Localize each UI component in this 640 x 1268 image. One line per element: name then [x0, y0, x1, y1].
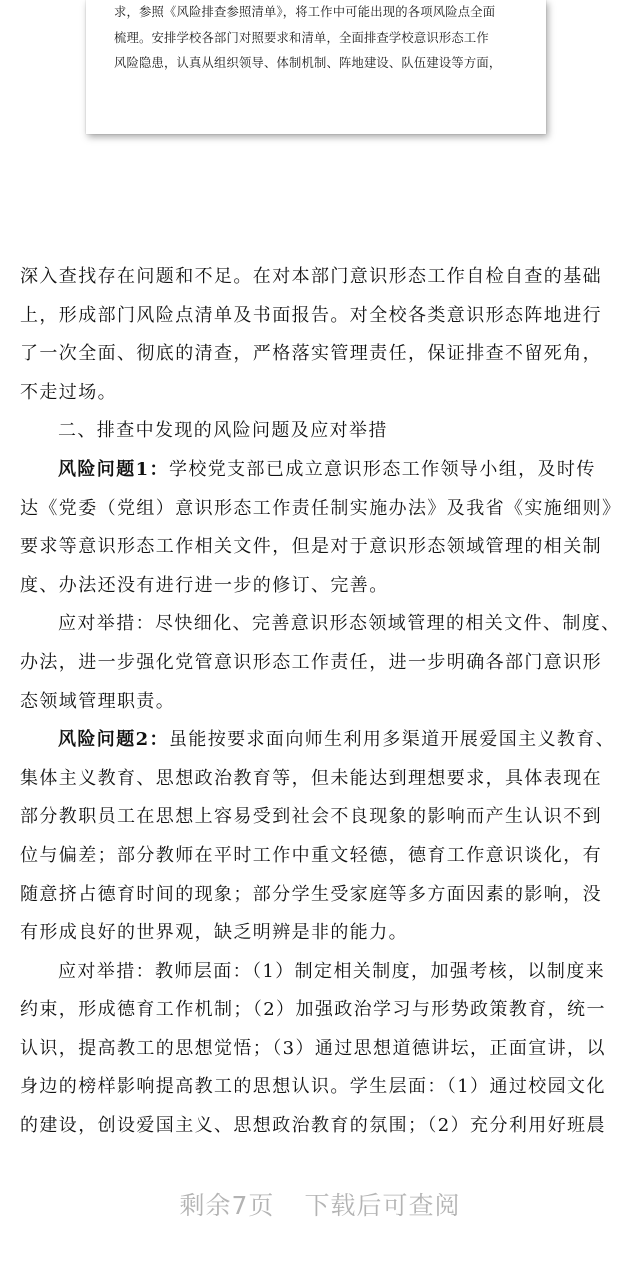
body-line	[20, 374, 620, 413]
body-line-text: 虽能按要求面向师生利用多渠道开展爱国主义教育、	[168, 729, 616, 751]
download-to-view-label: 下载后可查阅	[304, 1191, 461, 1220]
body-line-text: 了一次全面、彻底的清查，严格落实管理责任，保证排查不留死角，	[20, 343, 602, 365]
body-line	[20, 837, 620, 876]
body-line	[20, 914, 620, 953]
body-line-text: 要求等意识形态工作相关文件，但是对于意识形态领域管理的相关制	[20, 536, 602, 558]
preview-line: 求，参照《风险排查参照清单》，将工作中可能出现的各项风险点全面	[114, 5, 496, 19]
body-line-text: 的建设，创设爱国主义、思想政治教育的氛围；（2）充分利用好班晨	[20, 1115, 606, 1137]
body-line-text: 应对举措：尽快细化、完善意识形态领域管理的相关文件、制度、	[58, 613, 621, 635]
body-line	[20, 1030, 620, 1069]
body-line	[20, 1107, 620, 1146]
body-line-text: 部分教职员工在思想上容易受到社会不良现象的影响而产生认识不到	[20, 806, 602, 828]
body-line	[20, 335, 620, 374]
body-line-text: 达《党委（党组）意识形态工作责任制实施办法》及我省《实施细则》	[20, 497, 622, 519]
body-line	[20, 760, 620, 799]
preview-page-card	[86, 0, 550, 140]
body-line-text: 位与偏差；部分教师在平时工作中重文轻德，德育工作意识谈化，有	[20, 844, 602, 866]
body-line-text: 态领域管理职责。	[20, 690, 176, 712]
body-line	[20, 644, 620, 683]
preview-page	[86, 0, 546, 134]
remaining-pages-label: 剩余7页	[179, 1191, 275, 1220]
preview-line: 风险隐患，认真从组织领导、体制机制、阵地建设、队伍建设等方面，	[114, 56, 502, 70]
body-line	[20, 991, 620, 1030]
body-line	[20, 567, 620, 606]
document-body	[20, 258, 620, 1146]
body-line	[20, 1068, 620, 1107]
body-line	[20, 490, 620, 529]
body-line-text: 深入查找存在问题和不足。在对本部门意识形态工作自检自查的基础	[20, 266, 602, 287]
risk-heading: 风险问题2：	[58, 729, 169, 751]
body-line-text: 身边的榜样影响提高教工的思想认识。学生层面：（1）通过校园文化	[20, 1076, 606, 1098]
body-line-text: 不走过场。	[20, 381, 117, 403]
body-line-text: 二、排查中发现的风险问题及应对举措	[58, 420, 388, 442]
body-line-text: 度、办法还没有进行进一步的修订、完善。	[20, 574, 389, 596]
body-line-text: 办法，进一步强化党管意识形态工作责任，进一步明确各部门意识形	[20, 651, 602, 673]
body-line-text: 有形成良好的世界观，缺乏明辨是非的能力。	[20, 922, 408, 944]
remaining-pages-notice[interactable]	[0, 1186, 640, 1222]
body-line	[20, 953, 620, 992]
body-line	[20, 721, 620, 760]
body-line	[20, 258, 620, 297]
body-line-text: 认识，提高教工的思想觉悟；（3）通过思想道德讲坛，正面宣讲，以	[20, 1037, 606, 1059]
body-line	[20, 798, 620, 837]
preview-line: 梳理。安排学校各部门对照要求和清单，全面排查学校意识形态工作	[114, 30, 489, 45]
body-line	[20, 412, 620, 451]
risk-heading: 风险问题1：	[58, 458, 169, 480]
body-line	[20, 451, 620, 490]
body-line	[20, 876, 620, 915]
body-line-text: 随意挤占德育时间的现象；部分学生受家庭等多方面因素的影响，没	[20, 883, 602, 905]
body-line	[20, 528, 620, 567]
body-line-text: 应对举措：教师层面：（1）制定相关制度，加强考核，以制度来	[58, 960, 606, 982]
body-line-text: 学校党支部已成立意识形态工作领导小组，及时传	[168, 458, 596, 480]
body-line	[20, 605, 620, 644]
body-line	[20, 297, 620, 336]
body-line-text: 约束，形成德育工作机制；（2）加强政治学习与形势政策教育，统一	[20, 999, 606, 1021]
body-line	[20, 683, 620, 722]
body-line-text: 集体主义教育、思想政治教育等，但未能达到理想要求，具体表现在	[20, 767, 602, 789]
body-line-text: 上，形成部门风险点清单及书面报告。对全校各类意识形态阵地进行	[20, 304, 602, 326]
